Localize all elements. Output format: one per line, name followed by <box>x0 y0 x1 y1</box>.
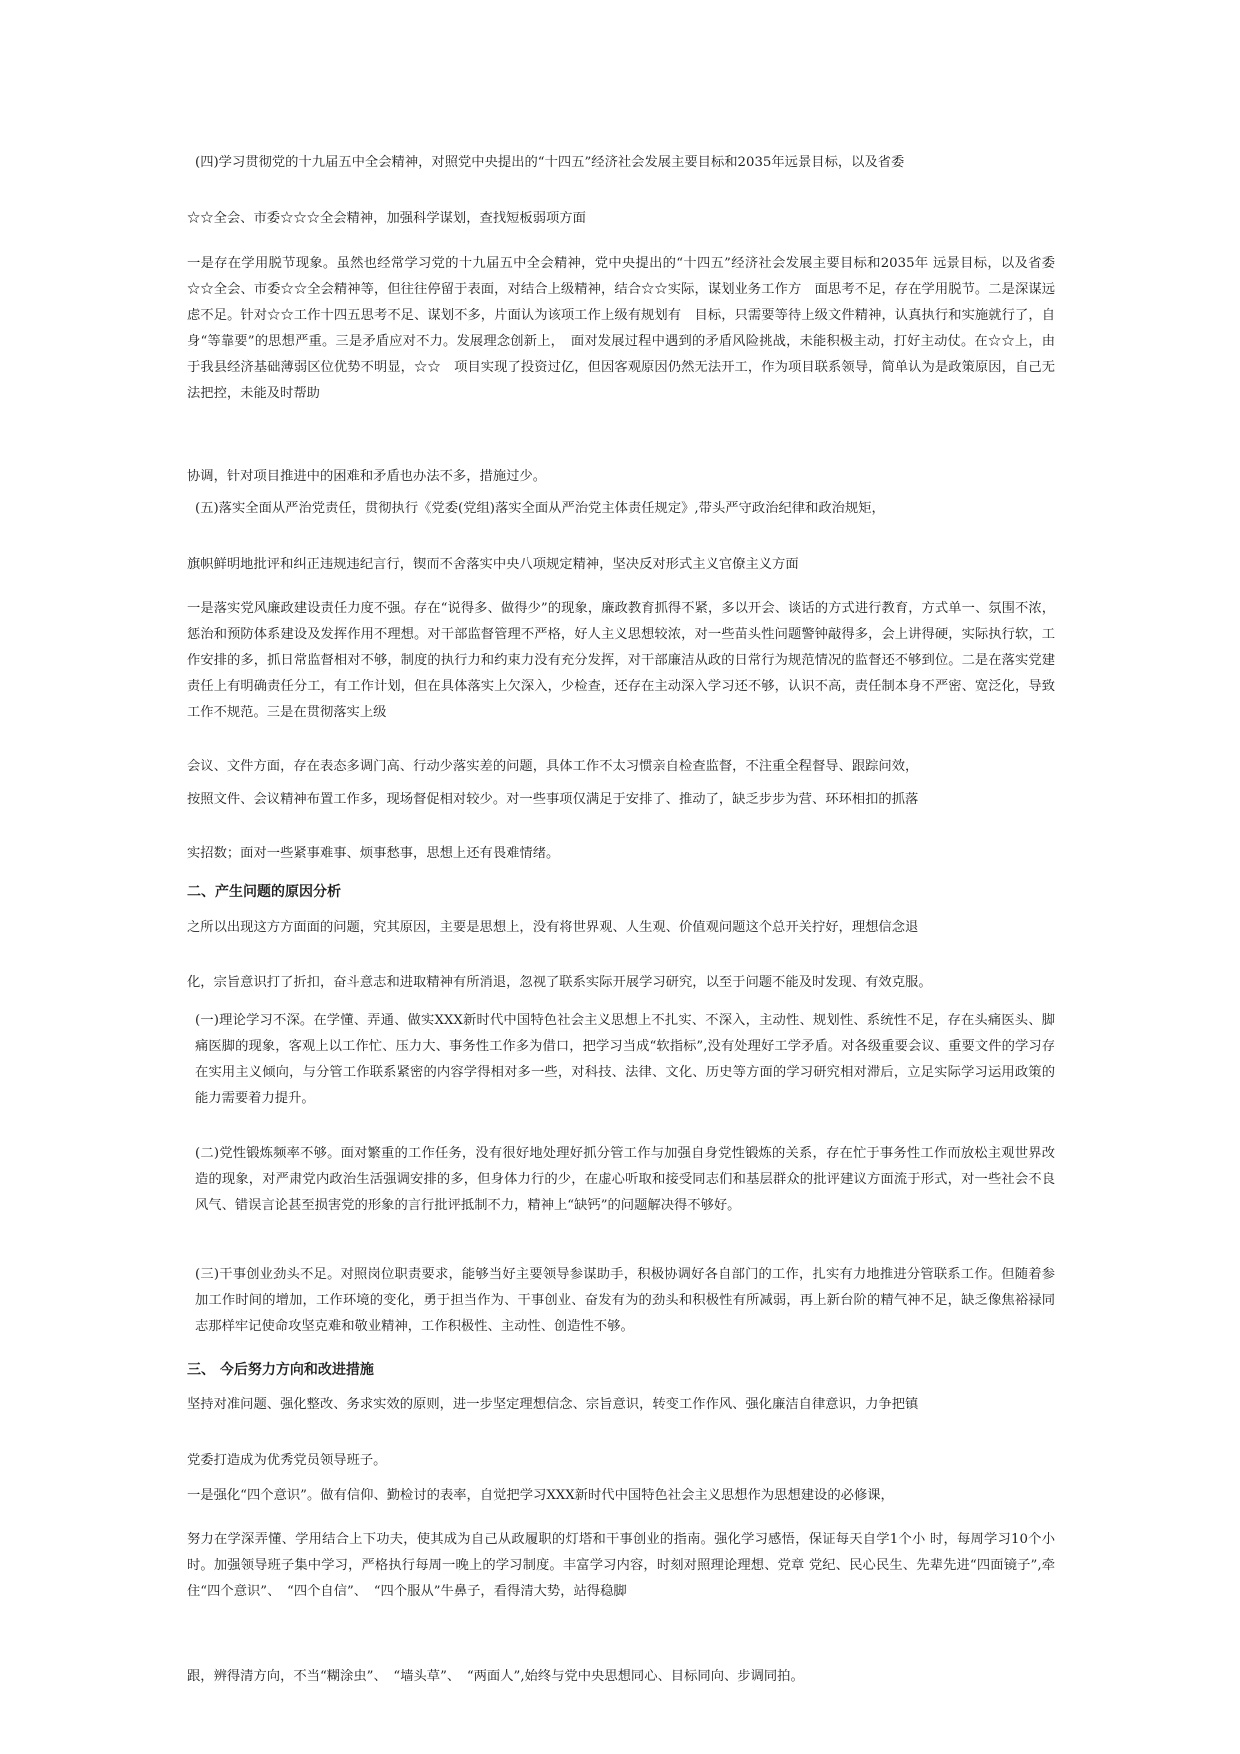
paragraph: 协调，针对项目推进中的困难和矛盾也办法不多，措施过少。 <box>187 469 547 484</box>
paragraph: 按照文件、会议精神布置工作多，现场督促相对较少。对一些事项仅满足于安排了、推动了，缺乏步步为营、环环相扣的抓落 <box>187 792 919 807</box>
paragraph: 一是强化“四个意识”。做有信仰、勤检讨的表率，自觉把学习XXX新时代中国特色社会主义思想作为思想建设的必修课， <box>187 1488 894 1503</box>
paragraph: 一是落实党风廉政建设责任力度不强。存在“说得多、做得少”的现象，廉政教育抓得不紧，多以开会、谈话的方式进行教育，方式单一、氛围不浓，惩治和预防体系建设及发挥作用不理想。对干部监督管理不严格，好人主义思想较浓，对一些苗头性问题警钟敲得多，会上讲得硬，实际执行软，工作安排的多，抓日常监督相对不够，制度的执行力和约束力没有充分发挥，对干部廉洁从政的日常行为规范情况的监督还不够到位。二是在落实党建责任上有明确责任分工，有工作计划，但在具体落实上欠深入，少检查，还存在主动深入学习还不够，认识不高，责任制本身不严密、宽泛化，导致工作不规范。三是在贯彻落实上级 <box>187 601 1055 720</box>
paragraph: 一是存在学用脱节现象。虽然也经常学习党的十九届五中全会精神，党中央提出的“十四五”经济社会发展主要目标和2035年 远景目标，以及省委☆☆全会、市委☆☆全会精神等，但往往停留于表面，对结合上级精神，结合☆☆实际，谋划业务工作方 面思考不足，存在学用脱节。二是深谋远虑不足。针对☆☆工作十四五思考不足、谋划不多，片面认为该项工作上级有规划有 目标，只需要等待上级文件精神，认真执行和实施就行了，自身“等靠要”的思想严重。三是矛盾应对不力。发展理念创新上， 面对发展过程中遇到的矛盾风险挑战，未能积极主动，打好主动仗。在☆☆上，由于我县经济基础薄弱区位优势不明显，☆☆ 项目实现了投资过亿，但因客观原因仍然无法开工，作为项目联系领导，简单认为是政策原因，自己无法把控，未能及时帮助 <box>187 256 1055 401</box>
paragraph: 化，宗旨意识打了折扣，奋斗意志和进取精神有所消退，忽视了联系实际开展学习研究，以至于问题不能及时发现、有效克服。 <box>187 975 932 990</box>
section-heading: 二、产生问题的原因分析 <box>187 884 341 900</box>
section-heading: 三、 今后努力方向和改进措施 <box>187 1362 374 1378</box>
paragraph: (二)党性锻炼频率不够。面对繁重的工作任务，没有很好地处理好抓分管工作与加强自身党性锻炼的关系，存在忙于事务性工作而放松主观世界改造的现象，对严肃党内政治生活强调安排的多，但身体力行的少，在虚心听取和接受同志们和基层群众的批评建议方面流于形式，对一些社会不良风气、错误言论甚至损害党的形象的言行批评抵制不力，精神上“缺钙”的问题解决得不够好。 <box>195 1146 1055 1213</box>
paragraph: 之所以出现这方方面面的问题，究其原因，主要是思想上，没有将世界观、人生观、价值观问题这个总开关拧好，理想信念退 <box>187 920 919 935</box>
paragraph: 努力在学深弄懂、学用结合上下功夫，使其成为自己从政履职的灯塔和干事创业的指南。强化学习感悟，保证每天自学1个小 时，每周学习10个小时。加强领导班子集中学习，严格执行每周一晚上的学习制度。丰富学习内容，时刻对照理论理想、党章 党纪、民心民生、先辈先进“四面镜子”,牵住“四个意识”、 “四个自信”、 “四个服从”牛鼻子，看得清大势，站得稳脚 <box>187 1532 1055 1599</box>
paragraph: 跟，辨得清方向，不当“糊涂虫”、 “墙头草”、 “两面人”,始终与党中央思想同心、目标同向、步调同拍。 <box>187 1669 804 1684</box>
paragraph: (四)学习贯彻党的十九届五中全会精神，对照党中央提出的“十四五”经济社会发展主要目标和2035年远景目标，以及省委 <box>195 155 905 170</box>
paragraph: (一)理论学习不深。在学懂、弄通、做实XXX新时代中国特色社会主义思想上不扎实、不深入，主动性、规划性、系统性不足，存在头痛医头、脚痛医脚的现象，客观上以工作忙、压力大、事务性工作多为借口，把学习当成“软指标”,没有处理好工学矛盾。对各级重要会议、重要文件的学习存在实用主义倾向，与分管工作联系紧密的内容学得相对多一些，对科技、法律、文化、历史等方面的学习研究相对滞后，立足实际学习运用政策的能力需要着力提升。 <box>195 1013 1055 1106</box>
paragraph: 党委打造成为优秀党员领导班子。 <box>187 1453 387 1468</box>
paragraph: 坚持对准问题、强化整改、务求实效的原则，进一步坚定理想信念、宗旨意识，转变工作作风、强化廉洁自律意识，力争把镇 <box>187 1397 919 1412</box>
paragraph: 旗帜鲜明地批评和纠正违规违纪言行，锲而不舍落实中央八项规定精神，坚决反对形式主义官僚主义方面 <box>187 557 799 572</box>
paragraph: (五)落实全面从严治党责任，贯彻执行《党委(党组)落实全面从严治党主体责任规定》,带头严守政治纪律和政治规矩， <box>195 501 885 516</box>
paragraph: 会议、文件方面，存在表态多调门高、行动少落实差的问题，具体工作不太习惯亲自检查监督，不注重全程督导、跟踪问效， <box>187 759 919 774</box>
paragraph: 实招数；面对一些紧事难事、烦事愁事，思想上还有畏难情绪。 <box>187 846 560 861</box>
paragraph: ☆☆全会、市委☆☆☆全会精神，加强科学谋划，查找短板弱项方面 <box>187 211 586 226</box>
paragraph: (三)干事创业劲头不足。对照岗位职责要求，能够当好主要领导参谋助手，积极协调好各自部门的工作，扎实有力地推进分管联系工作。但随着参加工作时间的增加，工作环境的变化，勇于担当作为、干事创业、奋发有为的劲头和积极性有所减弱，再上新台阶的精气神不足，缺乏像焦裕禄同志那样牢记使命攻坚克难和敬业精神，工作积极性、主动性、创造性不够。 <box>195 1267 1055 1334</box>
